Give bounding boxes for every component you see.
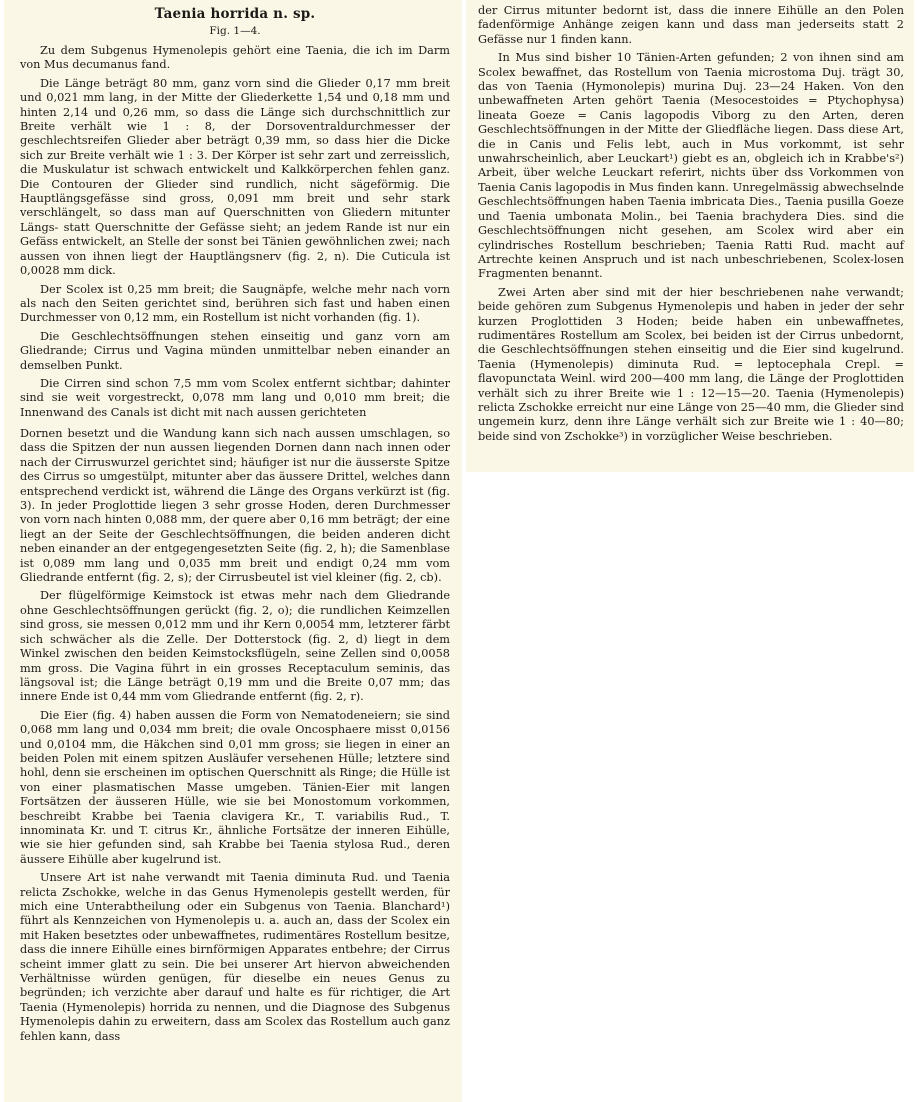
paragraph-scolex: Der Scolex ist 0,25 mm breit; die Saugnäpfe, welche mehr nach vorn als nach den Seiten gerichtet sind, berühren sich fast und haben einen Durchmesser von 0,12 mm, ein Rostellum ist nicht vorhanden (fig. 1). [20, 282, 450, 325]
paragraph-species-in-mus: In Mus sind bisher 10 Tänien-Arten gefunden; 2 von ihnen sind am Scolex bewaffnet, das Rostellum von Taenia microstoma Duj. trägt 30, das von Taenia (Hymonolepis) murina Duj. 23—24 Haken. Von den unbewaffneten Arten gehört Taenia (Mesocestoides = Ptychophysa) lineata Goeze = Canis lagopodis Viborg zu den Arten, deren Geschlechtsöffnungen in der Mitte der Gliedfläche liegen. Dass diese Art, die in Canis und Felis lebt, auch in Mus vorkommt, ist sehr unwahrscheinlich, aber Leuckart¹) giebt es an, obgleich ich in Krabbe's²) Arbeit, über welche Leuckart referirt, nichts über dss Vorkommen von Taenia Canis lagopodis in Mus finden kann. Unregelmässig abwechselnde Geschlechtsöffnungen haben Taenia imbricata Dies., Taenia pusilla Goeze und Taenia umbonata Molin., bei Taenia brachydera Dies. sind die Geschlechtsöffnungen nicht gesehen, am Scolex wird aber ein cylindrisches Rostellum beschrieben; Taenia Ratti Rud. macht auf Artrechte keinen Anspruch und ist nach unbeschriebenen, Scolex-losen Fragmenten benannt. [478, 51, 904, 281]
paragraph-genital-openings: Die Geschlechtsöffnungen stehen einseitig und ganz vorn am Gliedrande; Cirrus und Vagina münden unmittelbar neben einander an demselben Punkt. [20, 329, 450, 372]
paragraph-related-species: Zwei Arten aber sind mit der hier beschriebenen nahe verwandt; beide gehören zum Subgenus Hymenolepis und haben in jeder der sehr kurzen Proglottiden 3 Hoden; beide haben ein unbewaffnetes, rudimentäres Rostellum am Scolex, bei beiden ist der Cirrus unbedornt, die Geschlechtsöffnungen stehen einseitig und die Eier sind kugelrund. Taenia (Hymenolepis) diminuta Rud. = leptocephala Crepl. = flavopunctata Weinl. wird 200—400 mm lang, die Länge der Proglottiden verhält sich zu ihrer Breite wie 1 : 12—15—20. Taenia (Hymenolepis) relicta Zschokke erreicht nur eine Länge von 25—40 mm, die Glieder sind ungemein kurz, denn ihre Länge verhält sich zur Breite wie 1 : 40—80; beide sind von Zschokke³) in vorzüglicher Weise beschrieben. [478, 285, 904, 443]
paragraph-relationship: Unsere Art ist nahe verwandt mit Taenia diminuta Rud. und Taenia relicta Zschokke, welche in das Genus Hymenolepis gestellt werden, für mich eine Unterabtheilung oder ein Subgenus von Taenia. Blanchard¹) führt als Kennzeichen von Hymenolepis u. a. auch an, dass der Scolex ein mit Haken besetztes oder unbewaffnetes, rudimentäres Rostellum besitze, dass die innere Eihülle eines birnförmigen Apparates entbehre; der Cirrus scheint immer glatt zu sein. Die bei unserer Art hiervon abweichenden Verhältnisse würden genügen, für dieselbe ein neues Genus zu begründen; ich verzichte aber darauf und halte es für richtiger, die Art Taenia (Hymenolepis) horrida zu nennen, und die Diagnose des Subgenus Hymenolepis dahin zu erweitern, dass am Scolex das Rostellum auch ganz fehlen kann, dass [20, 871, 450, 1043]
paragraph-intro: Zu dem Subgenus Hymenolepis gehört eine Taenia, die ich im Darm von Mus decumanus fand. [20, 44, 450, 72]
page-clip-left-bottom [4, 421, 462, 1102]
paragraph-eggs: Die Eier (fig. 4) haben aussen die Form von Nematodeneiern; sie sind 0,068 mm lang und 0,034 mm breit; die ovale Oncosphaere misst 0,0156 und 0,0104 mm, die Häkchen sind 0,01 mm gross; sie liegen in einer an beiden Polen mit einem spitzen Ausläufer versehenen Hülle; letztere sind hohl, denn sie erscheinen im optischen Querschnitt als Ringe; die Hülle ist von einer plasmatischen Masse umgeben. Tänien-Eier mit langen Fortsätzen der äusseren Hülle, wie sie bei Monostomum vorkommen, beschreibt Krabbe bei Taenia clavigera Kr., T. variabilis Rud., T. innominata Kr. und T. citrus Kr., ähnliche Fortsätze der inneren Eihülle, wie sie hier gefunden sind, sah Krabbe bei Taenia stylosa Rud., deren äussere Eihülle aber kugelrund ist. [20, 708, 450, 866]
page-clip-left-top [4, 0, 462, 421]
paragraph-cirri-continued: Dornen besetzt und die Wandung kann sich nach aussen umschlagen, so dass die Spitzen der nun aussen liegenden Dornen dann nach innen oder nach der Cirruswurzel gerichtet sind; häufiger ist nur die äusserste Spitze des Cirrus so umgestülpt, mitunter aber das äussere Drittel, welches dann entsprechend verdickt ist, während die Länge des Organs verkürzt ist (fig. 3). In jeder Proglottide liegen 3 sehr grosse Hoden, deren Durchmesser von vorn nach hinten 0,088 mm, der quere aber 0,16 mm beträgt; der eine liegt an der Seite der Geschlechtsöffnungen, die beiden anderen dicht neben einander an der entgegengesetzten Seite (fig. 2, h); die Samenblase ist 0,089 mm lang und 0,035 mm breit und endigt 0,24 mm vom Gliedrande entfernt (fig. 2, s); der Cirrusbeutel ist viel kleiner (fig. 2, cb). [20, 427, 450, 585]
paragraph-diagnosis-continued: der Cirrus mitunter bedornt ist, dass die innere Eihülle an den Polen fadenförmige Anhänge zeigen kann und dass man jederseits statt 2 Gefässe nur 1 finden kann. [478, 4, 904, 46]
figure-reference: Fig. 1—4. [209, 25, 261, 37]
article-title: Taenia horrida n. sp. [154, 6, 316, 22]
paragraph-ovary: Der flügelförmige Keimstock ist etwas mehr nach dem Gliedrande ohne Geschlechtsöffnungen gerückt (fig. 2, o); die rundlichen Keimzellen sind gross, sie messen 0,012 mm und ihr Kern 0,0054 mm, letzterer färbt sich schwächer als die Zelle. Der Dotterstock (fig. 2, d) liegt in dem Winkel zwischen den beiden Keimstocksflügeln, seine Zellen sind 0,0058 mm gross. Die Vagina führt in ein grosses Receptaculum seminis, das längsoval ist; die Länge beträgt 0,19 mm und die Breite 0,07 mm; das innere Ende ist 0,44 mm vom Gliedrande entfernt (fig. 2, r). [20, 589, 450, 704]
paragraph-dimensions: Die Länge beträgt 80 mm, ganz vorn sind die Glieder 0,17 mm breit und 0,021 mm lang, in der Mitte der Gliederkette 1,54 und 0,18 mm und hinten 2,14 und 0,26 mm, so dass die Länge sich durchschnittlich zur Breite verhält wie 1 : 8, der Dorsoventraldurchmesser der geschlechtsreifen Glieder aber beträgt 0,39 mm, so dass hier die Dicke sich zur Breite verhält wie 1 : 3. Der Körper ist sehr zart und zerreisslich, die Muskulatur ist schwach entwickelt und Kalkkörperchen fehlen ganz. Die Contouren der Glieder sind rundlich, nicht sägeförmig. Die Hauptlängsgefässe sind gross, 0,091 mm breit und sehr stark verschlängelt, so dass man auf Querschnitten von Gliedern mitunter Längs- statt Querschnitte der Gefässe sieht; an jedem Rande ist nur ein Gefäss entwickelt, an Stelle der sonst bei Tänien gewöhnlichen zwei; nach aussen von ihnen liegt der Hauptlängsnerv (fig. 2, n). Die Cuticula ist 0,0028 mm dick. [20, 76, 450, 278]
page-clip-right [466, 0, 914, 472]
paragraph-cirri: Die Cirren sind schon 7,5 mm vom Scolex entfernt sichtbar; dahinter sind sie weit vorgestreckt, 0,078 mm lang und 0,010 mm breit; die Innenwand des Canals ist dicht mit nach aussen gerichteten [20, 376, 450, 419]
